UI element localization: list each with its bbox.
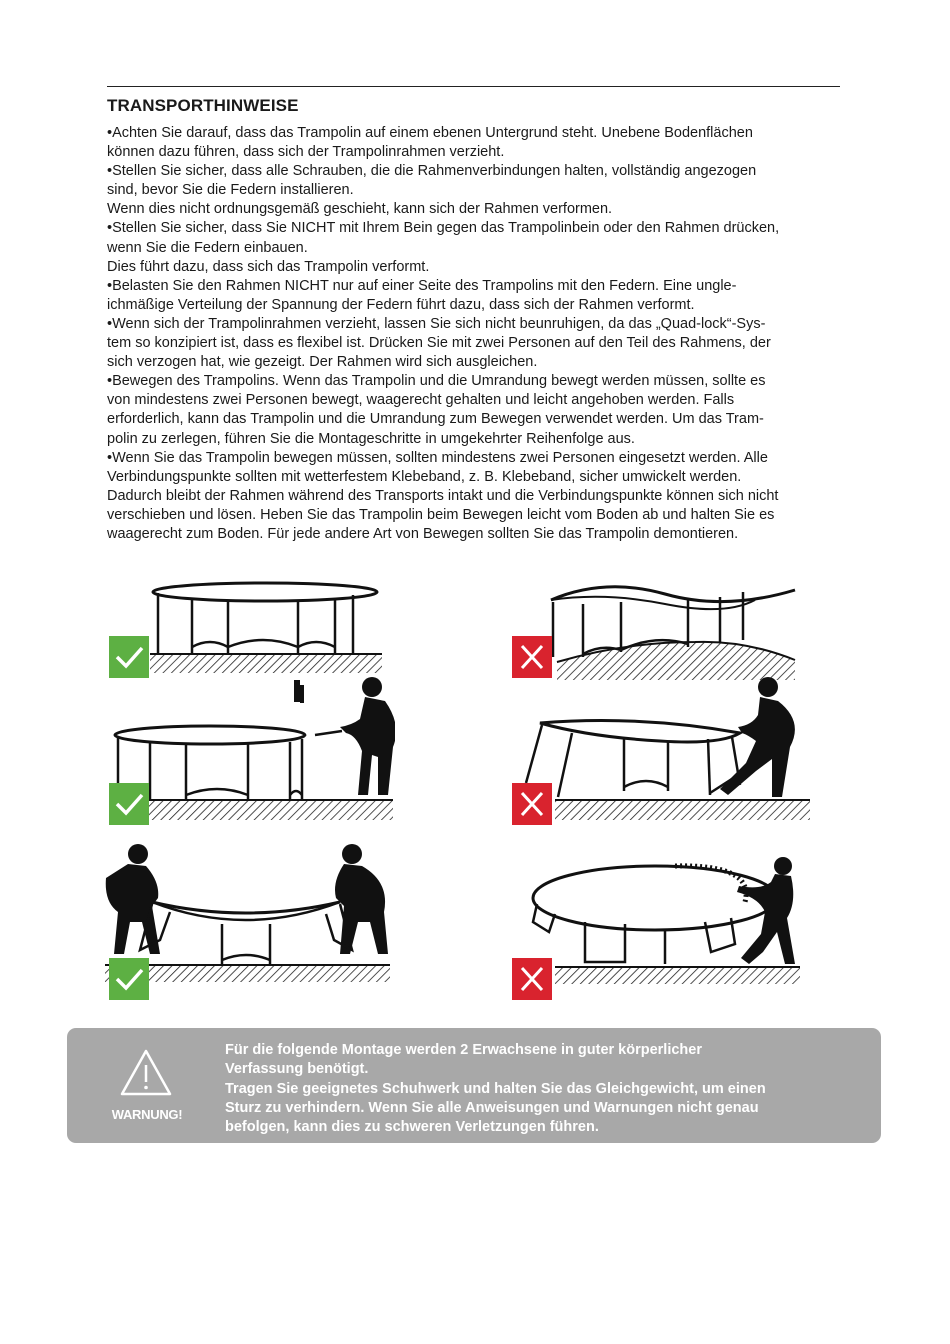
wrong-badge	[512, 636, 552, 678]
figure-level-ground	[150, 575, 385, 675]
warning-line: Sturz zu verhindern. Wenn Sie alle Anweisungen und Warnungen nicht genau	[225, 1099, 759, 1116]
paragraph-line: wenn Sie die Federn einbauen.	[107, 239, 308, 256]
check-icon	[109, 783, 149, 825]
paragraph-line: waagerecht zum Boden. Für jede andere Art von Bewegen sollten Sie das Trampolin demontieren.	[107, 525, 739, 542]
correct-badge	[109, 636, 149, 678]
wrong-badge	[512, 958, 552, 1000]
paragraph-line: Dadurch bleibt der Rahmen während des Transports intakt und die Verbindungspunkte können sich nicht	[107, 487, 779, 504]
header-rule	[107, 86, 840, 87]
figure-uneven-ground	[545, 572, 800, 682]
paragraph-line: erforderlich, kann das Trampolin und die Umrandung zum Bewegen verwendet werden. Um das Tram-	[107, 411, 764, 428]
cross-icon	[512, 958, 552, 1000]
cross-icon	[512, 783, 552, 825]
paragraph-line: polin zu zerlegen, führen Sie die Montageschritte in umgekehrter Reihenfolge aus.	[107, 430, 635, 447]
paragraph-line: •Belasten Sie den Rahmen NICHT nur auf einer Seite des Trampolins mit den Federn. Eine ungle-	[107, 277, 737, 294]
check-icon	[109, 636, 149, 678]
paragraph-line: •Wenn sich der Trampolinrahmen verzieht, lassen Sie sich nicht beunruhigen, da das „Quad-lock“-Sys-	[107, 315, 766, 332]
correct-badge	[109, 958, 149, 1000]
transport-instructions	[107, 124, 867, 544]
paragraph-line: •Stellen Sie sicher, dass Sie NICHT mit Ihrem Bein gegen das Trampolinbein oder den Rahmen drücken,	[107, 220, 780, 237]
paragraph-line: von mindestens zwei Personen bewegt, waagerecht gehalten und leicht angehoben werden. Falls	[107, 392, 735, 409]
paragraph-line: •Bewegen des Trampolins. Wenn das Trampolin und die Umrandung bewegt werden müssen, sollte es	[107, 373, 766, 390]
warning-label: WARNUNG!	[111, 1107, 183, 1122]
paragraph-line: •Wenn Sie das Trampolin bewegen müssen, sollten mindestens zwei Personen eingesetzt werden. Alle	[107, 449, 768, 466]
wrong-badge	[512, 783, 552, 825]
paragraph-line: sich verzogen hat, wie gezeigt. Der Rahmen wird sich ausgleichen.	[107, 354, 538, 371]
check-icon	[109, 958, 149, 1000]
paragraph-line: verschieben und lösen. Heben Sie das Trampolin beim Bewegen leicht vom Boden ab und halten Sie es	[107, 506, 775, 523]
warning-line: Verfassung benötigt.	[225, 1061, 369, 1078]
figure-push-leg-wrong	[520, 675, 810, 823]
warning-triangle-icon	[119, 1048, 173, 1098]
correct-badge	[109, 783, 149, 825]
paragraph-line: können dazu führen, dass sich der Trampolinrahmen verzieht.	[107, 144, 505, 161]
paragraph-line: •Achten Sie darauf, dass das Trampolin auf einem ebenen Untergrund steht. Unebene Bodenflächen	[107, 125, 753, 141]
warning-line: Tragen Sie geeignetes Schuhwerk und halten Sie das Gleichgewicht, um einen	[225, 1080, 766, 1097]
page-title: TRANSPORTHINWEISE	[107, 96, 299, 115]
figure-install-springs-correct	[110, 675, 395, 823]
paragraph-line: sind, bevor Sie die Federn installieren.	[107, 182, 354, 199]
paragraph-line: •Stellen Sie sicher, dass alle Schrauben, die die Rahmenverbindungen halten, vollständig angezogen	[107, 163, 757, 180]
warning-line: Für die folgende Montage werden 2 Erwachsene in guter körperlicher	[225, 1042, 702, 1058]
warning-line: befolgen, kann dies zu schweren Verletzungen führen.	[225, 1119, 599, 1136]
paragraph-line: ichmäßige Verteilung der Spannung der Federn führt dazu, dass sich der Rahmen verformt.	[107, 296, 695, 313]
paragraph-line: Dies führt dazu, dass sich das Trampolin verformt.	[107, 258, 430, 275]
paragraph-line: tem so konzipiert ist, dass es flexibel ist. Drücken Sie mit zwei Personen auf den Teil des Rahmens, der	[107, 335, 771, 352]
figure-one-person-drag	[525, 852, 800, 984]
warning-text	[225, 1041, 865, 1137]
paragraph-line: Wenn dies nicht ordnungsgemäß geschieht, kann sich der Rahmen verformen.	[107, 201, 613, 218]
cross-icon	[512, 636, 552, 678]
paragraph-line: Verbindungspunkte sollten mit wetterfestem Klebeband, z. B. Klebeband, sicher umwickelt werden.	[107, 468, 742, 485]
warning-box	[67, 1028, 881, 1143]
